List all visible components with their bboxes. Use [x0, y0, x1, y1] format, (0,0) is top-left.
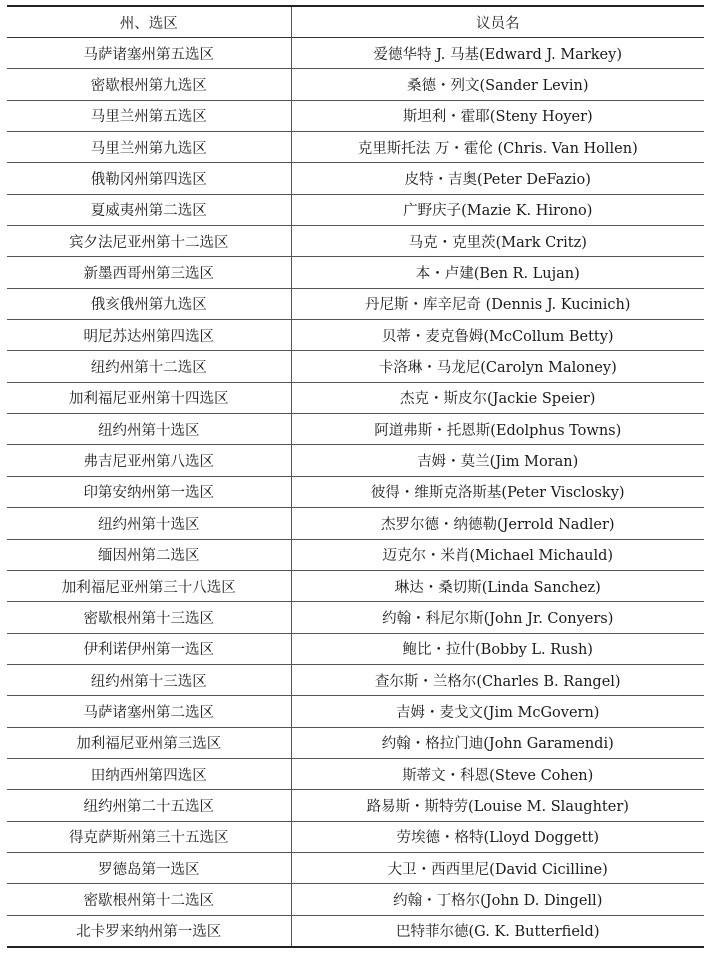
member-name-cell: 卡洛琳・马龙尼(Carolyn Maloney) — [378, 360, 617, 377]
table-row — [7, 602, 704, 633]
district-cell: 宾夕法尼亚州第十二选区 — [7, 226, 291, 257]
member-name-cell: 巴特菲尔德(G. K. Butterfield) — [396, 924, 600, 941]
member-name-cell: 克里斯托法 万・霍伦 (Chris. Van Hollen) — [357, 140, 638, 157]
member-name-cell: 吉姆・莫兰(Jim Moran) — [417, 454, 579, 471]
member-name-cell: 迈克尔・米肖(Michael Michauld) — [382, 548, 614, 565]
table-row — [7, 915, 704, 947]
table-row — [7, 884, 704, 915]
member-name-cell: 贝蒂・麦克鲁姆(McCollum Betty) — [381, 328, 614, 345]
table-row — [7, 696, 704, 727]
district-cell: 马里兰州第九选区 — [7, 132, 291, 163]
district-cell: 纽约州第十二选区 — [7, 351, 291, 382]
table-header — [7, 6, 704, 38]
district-cell: 得克萨斯州第三十五选区 — [7, 821, 291, 852]
district-cell: 纽约州第二十五选区 — [7, 790, 291, 821]
column-header-member-name: 议员名 — [476, 15, 520, 32]
member-name-cell: 约翰・科尼尔斯(John Jr. Conyers) — [382, 610, 614, 627]
table-row — [7, 570, 704, 601]
table-row — [7, 351, 704, 382]
member-name-cell: 约翰・丁格尔(John D. Dingell) — [393, 892, 603, 909]
header-row — [7, 6, 704, 38]
table-row — [7, 320, 704, 351]
district-cell: 新墨西哥州第三选区 — [7, 257, 291, 288]
table-row — [7, 664, 704, 695]
member-name-cell: 斯坦利・霍耶(Steny Hoyer) — [402, 109, 593, 126]
table-row — [7, 539, 704, 570]
member-name-cell: 皮特・吉奥(Peter DeFazio) — [404, 172, 591, 189]
table-row — [7, 288, 704, 319]
table-row — [7, 633, 704, 664]
district-cell: 弗吉尼亚州第八选区 — [7, 445, 291, 476]
member-name-cell: 广野庆子(Mazie K. Hirono) — [403, 203, 593, 220]
member-name-cell: 杰克・斯皮尔(Jackie Speier) — [400, 391, 596, 408]
member-name-cell: 斯蒂文・科恩(Steve Cohen) — [402, 767, 594, 784]
table-row — [7, 508, 704, 539]
legislator-table-container — [7, 5, 704, 948]
district-cell: 夏威夷州第二选区 — [7, 194, 291, 225]
member-name-cell: 阿道弗斯・托恩斯(Edolphus Towns) — [374, 422, 622, 439]
district-cell: 缅因州第二选区 — [7, 539, 291, 570]
district-cell: 纽约州第十三选区 — [7, 664, 291, 695]
district-cell: 马萨诸塞州第二选区 — [7, 696, 291, 727]
member-name-cell: 杰罗尔德・纳德勒(Jerrold Nadler) — [380, 516, 615, 533]
table-row — [7, 758, 704, 789]
member-name-cell: 鲍比・拉什(Bobby L. Rush) — [402, 642, 593, 659]
table-row — [7, 163, 704, 194]
district-cell: 纽约州第十选区 — [7, 414, 291, 445]
district-cell: 加利福尼亚州第三十八选区 — [7, 570, 291, 601]
member-name-cell: 琳达・桑切斯(Linda Sanchez) — [394, 579, 601, 596]
district-cell: 加利福尼亚州第十四选区 — [7, 382, 291, 413]
member-name-cell: 马克・克里茨(Mark Critz) — [408, 234, 587, 251]
district-cell: 密歇根州第十二选区 — [7, 884, 291, 915]
member-name-cell: 丹尼斯・库辛尼奇 (Dennis J. Kucinich) — [365, 297, 631, 314]
member-name-cell: 彼得・维斯克洛斯基(Peter Visclosky) — [370, 485, 625, 502]
table-row — [7, 257, 704, 288]
member-name-cell: 爱德华特 J. 马基(Edward J. Markey) — [373, 46, 622, 63]
table-row — [7, 445, 704, 476]
district-cell: 印第安纳州第一选区 — [7, 476, 291, 507]
table-row — [7, 69, 704, 100]
table-body — [7, 38, 704, 947]
district-cell: 马里兰州第五选区 — [7, 100, 291, 131]
table-row — [7, 476, 704, 507]
table-row — [7, 226, 704, 257]
district-cell: 明尼苏达州第四选区 — [7, 320, 291, 351]
member-name-cell: 约翰・格拉门迪(John Garamendi) — [381, 736, 614, 753]
legislator-table — [7, 5, 704, 948]
member-name-cell: 查尔斯・兰格尔(Charles B. Rangel) — [374, 673, 621, 690]
table-row — [7, 821, 704, 852]
table-row — [7, 132, 704, 163]
district-cell: 密歇根州第九选区 — [7, 69, 291, 100]
district-cell: 罗德岛第一选区 — [7, 852, 291, 883]
member-name-cell: 本・卢建(Ben R. Lujan) — [415, 266, 580, 283]
district-cell: 加利福尼亚州第三选区 — [7, 727, 291, 758]
district-cell: 马萨诸塞州第五选区 — [7, 38, 291, 69]
member-name-cell: 吉姆・麦戈文(Jim McGovern) — [396, 704, 600, 721]
district-cell: 伊利诺伊州第一选区 — [7, 633, 291, 664]
district-cell: 北卡罗来纳州第一选区 — [7, 915, 291, 947]
column-header-district: 州、选区 — [7, 6, 291, 38]
table-row — [7, 414, 704, 445]
table-row — [7, 727, 704, 758]
table-row — [7, 790, 704, 821]
district-cell: 密歇根州第十三选区 — [7, 602, 291, 633]
table-row — [7, 194, 704, 225]
table-row — [7, 852, 704, 883]
table-row — [7, 100, 704, 131]
member-name-cell: 桑德・列文(Sander Levin) — [406, 78, 589, 95]
district-cell: 纽约州第十选区 — [7, 508, 291, 539]
table-row — [7, 38, 704, 69]
district-cell: 俄亥俄州第九选区 — [7, 288, 291, 319]
district-cell: 俄勒冈州第四选区 — [7, 163, 291, 194]
district-cell: 田纳西州第四选区 — [7, 758, 291, 789]
table-row — [7, 382, 704, 413]
member-name-cell: 劳埃德・格特(Lloyd Doggett) — [396, 830, 600, 847]
member-name-cell: 大卫・西西里尼(David Cicilline) — [387, 861, 608, 878]
member-name-cell: 路易斯・斯特劳(Louise M. Slaughter) — [366, 798, 629, 815]
